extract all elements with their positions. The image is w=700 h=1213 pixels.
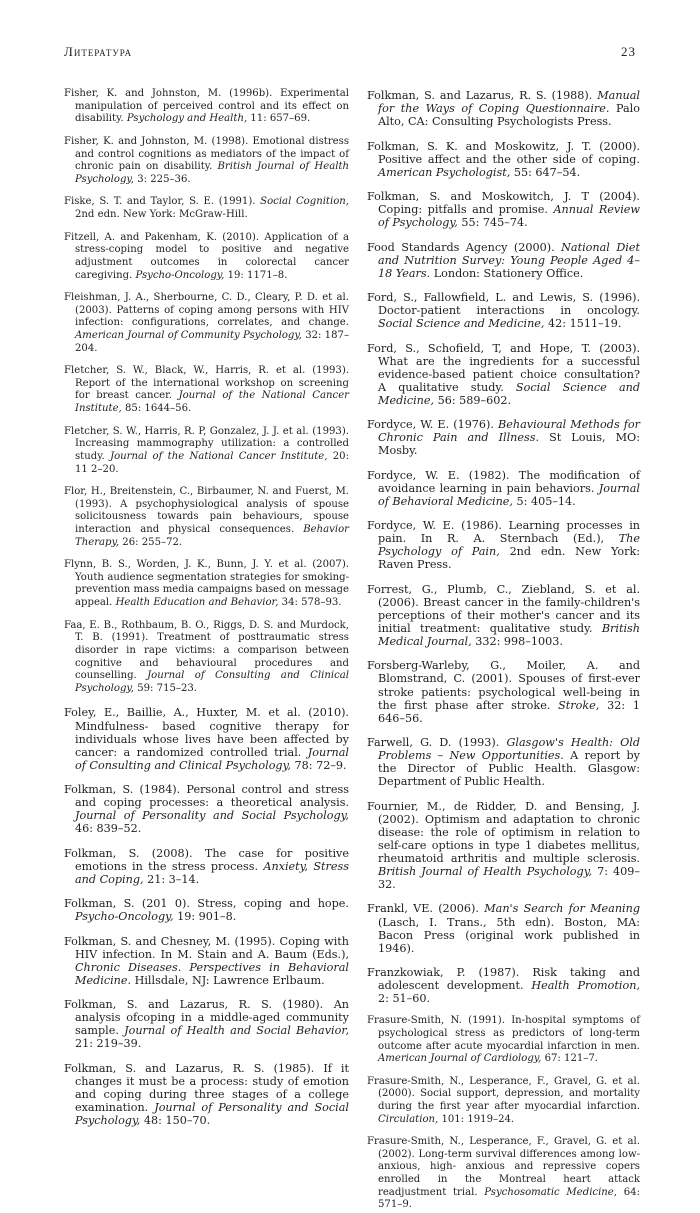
reference-text: Fiske, S. T. and Taylor, S. E. (1991). xyxy=(64,196,261,208)
reference-details: 2: 51–60. xyxy=(378,992,431,1006)
reference-source-title: Man's Search for Meaning xyxy=(484,902,640,916)
reference-details: 5: 405–14. xyxy=(512,494,576,508)
reference-details: Hillsdale, NJ: Lawrence Erlbaum. xyxy=(131,973,325,987)
reference-details: 55: 745–74. xyxy=(457,216,528,230)
reference-text: Food Standards Agency (2000). xyxy=(367,240,562,254)
reference-source-title: Behavior Therapy, xyxy=(75,523,349,548)
reference-details: London: Stationery Office. xyxy=(430,266,584,280)
reference-entry xyxy=(64,706,349,771)
reference-source-title: Journal of the National Cancer Institute, xyxy=(110,450,328,462)
reference-details: Palo Alto, CA: Consulting Psychologists Press. xyxy=(378,102,640,129)
reference-text: Frasure-Smith, N., Lesperance, F., Gravel, G. et al. (2002). Long-term survival differences among low-anxious, high- anxious and repressive copers enrolled in the Montreal heart attack readjustment trial. xyxy=(367,1136,640,1198)
reference-text: Foley, E., Baillie, A., Huxter, M. et al. (2010). Mindfulness- based cognitive therapy for individuals whose lives have been affected by cancer: a randomized controlled trial. xyxy=(64,706,349,759)
reference-details: 56: 589–602. xyxy=(434,393,512,407)
reference-details: 19: 901–8. xyxy=(173,910,237,924)
reference-source-title: Circulation, xyxy=(378,1113,439,1125)
reference-details: 55: 647–54. xyxy=(510,165,581,179)
reference-details: 85: 1644–56. xyxy=(121,403,192,415)
reference-text: Folkman, S. (2008). The case for positive emotions in the stress process. xyxy=(64,846,349,873)
reference-details: 32: 1 646–56. xyxy=(378,698,640,725)
page-number: 23 xyxy=(621,44,636,59)
reference-source-title: British Journal of Health Psychology, xyxy=(378,865,593,879)
reference-entry xyxy=(64,935,349,987)
reference-source-title: Journal of Behavioral Medicine, xyxy=(378,481,640,508)
reference-text: Folkman, S. (1984). Personal control and stress and coping processes: a theoretical analysis. xyxy=(64,783,349,810)
reference-source-title: Social Science and Medicine, xyxy=(378,317,545,331)
reference-source-title: Behavioural Methods for Chronic Pain and Illness. xyxy=(378,418,640,445)
reference-entry xyxy=(64,88,349,126)
reference-source-title: Psycho-Oncology, xyxy=(75,910,174,924)
reference-text: Fletcher, S. W., Harris, R. P, Gonzalez, J. J. et al. (1993). Increasing mammography utilization: a controlled study. xyxy=(64,425,349,462)
reference-text: Fordyce, W. E. (1976). xyxy=(367,418,499,432)
reference-details: 48: 150–70. xyxy=(140,1114,211,1128)
reference-entry xyxy=(367,902,640,954)
reference-text: Fleishman, J. A., Sherbourne, C. D., Cleary, P. D. et al. (2003). Patterns of coping among persons with HIV infection: configurations, correlates, and change. xyxy=(64,292,349,329)
reference-details: 78: 72–9. xyxy=(290,758,347,772)
reference-source-title: Social Science and Medicine, xyxy=(378,380,640,407)
reference-entry xyxy=(64,196,349,221)
reference-entry xyxy=(367,342,640,407)
reference-entry xyxy=(64,998,349,1050)
reference-text: Folkman, S. and Moskowitch, J. T (2004). Coping: pitfalls and promise. xyxy=(367,190,640,217)
reference-source-title: National Diet and Nutrition Survey: Young People Aged 4–18 Years. xyxy=(378,240,640,280)
reference-entry xyxy=(64,426,349,476)
reference-details: 67: 121–7. xyxy=(541,1053,598,1065)
reference-entry xyxy=(367,1136,640,1212)
reference-entry xyxy=(367,89,640,128)
reference-text: Fisher, K. and Johnston, M. (1998). Emotional distress and control cognitions as mediators of the impact of chronic pain on disability. xyxy=(64,135,349,173)
reference-source-title: British Journal of Health Psychology, xyxy=(75,161,350,185)
reference-source-title: Psychosomatic Medicine, xyxy=(484,1186,617,1198)
reference-text: Fitzell, A. and Pakenham, K. (2010). Application of a stress-coping model to positive and negative adjustment outcomes in colorectal cancer caregiving. xyxy=(64,231,349,281)
reference-details: 42: 1511–19. xyxy=(544,317,622,331)
reference-entry xyxy=(367,736,640,788)
reference-details: 7: 409–32. xyxy=(378,865,640,892)
reference-entry xyxy=(367,800,640,892)
reference-source-title: Journal of Consulting and Clinical Psychology, xyxy=(75,670,349,694)
reference-source-title: Manual for the Ways of Coping Questionnaire. xyxy=(378,89,640,116)
reference-details: 34: 578–93. xyxy=(278,597,342,609)
reference-text: Fisher, K. and Johnston, M. (1996b). Experimental manipulation of perceived control and its effect on disability. xyxy=(64,88,349,125)
reference-source-title: Chronic Diseases. Perspectives in Behavioral Medicine. xyxy=(75,960,349,987)
reference-text: Flor, H., Breitenstein, C., Birbaumer, N. and Fuerst, M. (1993). A psychophysiological analysis of spouse solicitousness towards pain behaviours, spouse interaction and physical consequences. xyxy=(64,486,349,535)
reference-text: Frankl, VE. (2006). xyxy=(367,902,485,916)
reference-details: (Lasch, I. Trans., 5th edn). Boston, MA: Bacon Press (original work published in 1946). xyxy=(378,915,640,955)
reference-source-title: American Journal of Community Psychology, xyxy=(75,329,302,341)
reference-column-right xyxy=(367,78,640,1213)
reference-source-title: Psychology and Health, xyxy=(126,113,248,125)
reference-entry xyxy=(64,897,349,923)
reference-entry xyxy=(367,519,640,571)
reference-entry xyxy=(64,1062,349,1127)
reference-entry xyxy=(64,136,349,186)
reference-details: 26: 255–72. xyxy=(119,536,183,548)
reference-text: Fordyce, W. E. (1986). Learning processes in pain. In R. A. Sternbach (Ed.), xyxy=(367,519,640,546)
reference-entry xyxy=(64,486,349,549)
reference-entry xyxy=(64,620,349,696)
reference-details: 3: 225–36. xyxy=(133,173,191,185)
reference-source-title: Journal of Personality and Social Psychology, xyxy=(75,1100,349,1128)
reference-source-title: Health Promotion, xyxy=(531,979,640,993)
reference-source-title: Glasgow's Health: Old Problems – New Opportunities. xyxy=(378,736,640,763)
reference-entry xyxy=(64,365,349,415)
reference-entry xyxy=(367,1015,640,1065)
reference-details: 11: 657–69. xyxy=(247,113,311,125)
reference-source-title: Journal of the National Cancer Institute, xyxy=(75,390,349,415)
reference-details: 59: 715–23. xyxy=(133,682,198,694)
reference-entry xyxy=(367,418,640,457)
reference-text: Folkman, S. (201 0). Stress, coping and hope. xyxy=(64,897,349,911)
reference-source-title: British Medical Journal, xyxy=(378,621,640,649)
reference-source-title: The Psychology of Pain, xyxy=(378,532,640,559)
reference-entry xyxy=(367,291,640,330)
reference-text: Faa, E. B., Rothbaum, B. O., Riggs, D. S. and Murdock, T. B. (1991). Treatment of posttraumatic stress disorder in rape victims: a comparison between cognitive and behavioural procedures and counselling. xyxy=(64,619,349,682)
reference-entry xyxy=(64,292,349,355)
reference-entry xyxy=(367,241,640,280)
reference-source-title: Social Cognition, xyxy=(260,196,350,208)
reference-column-left xyxy=(64,78,349,1128)
reference-source-title: Journal of Consulting and Clinical Psychology, xyxy=(75,745,349,772)
reference-text: Folkman, S. and Lazarus, R. S. (1980). An analysis ofcoping in a middle-aged community sample. xyxy=(64,998,349,1038)
reference-details: 2nd edn. New York: McGraw-Hill. xyxy=(75,209,248,221)
reference-text: Ford, S., Schofield, T, and Hope, T. (2003). What are the ingredients for a successful evidence-based patient choice consultation? A qualitative study. xyxy=(367,341,640,394)
reference-source-title: Anxiety, Stress and Coping, xyxy=(75,859,349,886)
reference-entry xyxy=(367,140,640,179)
reference-entry xyxy=(367,966,640,1005)
reference-source-title: American Psychologist, xyxy=(378,165,511,179)
reference-source-title: Annual Review of Psychology, xyxy=(378,203,641,230)
reference-text: Forrest, G., Plumb, C., Ziebland, S. et al. (2006). Breast cancer in the family-children's perceptions of their mother's cancer and its initial treatment: qualitative study. xyxy=(367,582,640,635)
reference-entry xyxy=(367,659,640,724)
running-header xyxy=(64,44,636,64)
reference-details: 2nd edn. New York: Raven Press. xyxy=(378,545,640,572)
reference-text: Folkman, S. and Chesney, M. (1995). Coping with HIV infection. In M. Stain and A. Baum (Eds.), xyxy=(64,934,349,961)
reference-source-title: Journal of Health and Social Behavior, xyxy=(124,1024,349,1038)
reference-text: Fletcher, S. W., Black, W., Harris, R. et al. (1993). Report of the international workshop on screening for breast cancer. xyxy=(64,365,349,402)
reference-text: Frasure-Smith, N. (1991). In-hospital symptoms of psychological stress as predictors of long-term outcome after acute myocardial infarction in men. xyxy=(367,1015,640,1052)
reference-details: 20: 11 2–20. xyxy=(75,450,349,475)
reference-entry xyxy=(367,1076,640,1126)
reference-details: 64: 571–9. xyxy=(378,1186,640,1211)
reference-text: Folkman, S. and Lazarus, R. S. (1985). If it changes it must be a process: study of emotion and coping during three stages of a college examination. xyxy=(64,1061,349,1114)
reference-details: 332: 998–1003. xyxy=(471,635,563,649)
reference-details: 46: 839–52. xyxy=(75,822,142,836)
reference-text: Frasure-Smith, N., Lesperance, F., Gravel, G. et al. (2000). Social support, depression, and mortality during the first year after myocardial infarction. xyxy=(367,1075,640,1112)
reference-details: 21: 219–39. xyxy=(75,1037,142,1051)
reference-text: Flynn, B. S., Worden, J. K., Bunn, J. Y. et al. (2007). Youth audience segmentation strategies for smoking-prevention mass media campaigns based on message appeal. xyxy=(64,559,349,609)
reference-source-title: Health Education and Behavior, xyxy=(115,597,279,609)
reference-entry xyxy=(64,559,349,609)
reference-entry xyxy=(64,783,349,835)
reference-text: Farwell, G. D. (1993). xyxy=(367,736,507,749)
reference-source-title: American Journal of Cardiology, xyxy=(378,1053,542,1065)
running-title: Литература xyxy=(64,44,133,59)
reference-entry xyxy=(367,583,640,648)
reference-entry xyxy=(367,469,640,508)
reference-source-title: Psycho-Oncology, xyxy=(135,269,225,281)
reference-details: 101: 1919–24. xyxy=(438,1113,515,1125)
reference-details: 21: 3–14. xyxy=(143,872,200,886)
reference-text: Fordyce, W. E. (1982). The modification of avoidance learning in pain behaviors. xyxy=(367,468,640,495)
reference-entry xyxy=(64,847,349,886)
reference-details: 19: 1171–8. xyxy=(224,269,288,281)
reference-text: Folkman, S. K. and Moskowitz, J. T. (2000). Positive affect and the other side of coping. xyxy=(367,139,640,166)
reference-entry xyxy=(64,232,349,282)
reference-text: Fournier, M., de Ridder, D. and Bensing, J. (2002). Optimism and adaptation to chronic disease: the role of optimism in relation to self-care options in type 1 diabetes mellitus, rheumatoid arthritis and multiple sclerosis. xyxy=(367,799,640,865)
reference-entry xyxy=(367,190,640,229)
reference-details: St Louis, MO: Mosby. xyxy=(378,431,640,458)
reference-source-title: Journal of Personality and Social Psychology, xyxy=(75,809,349,823)
reference-source-title: Stroke, xyxy=(558,698,600,712)
reference-text: Folkman, S. and Lazarus, R. S. (1988). xyxy=(367,89,598,103)
reference-details: A report by the Director of Public Health. Glasgow: Department of Public Health. xyxy=(378,749,640,789)
reference-text: Forsberg-Warleby, G., Moiler, A. and Blomstrand, C. (2001). Spouses of first-ever stroke patients: psychological well-being in the first phase after stroke. xyxy=(367,659,640,712)
reference-details: 32: 187–204. xyxy=(75,329,349,354)
reference-text: Ford, S., Fallowfield, L. and Lewis, S. (1996). Doctor-patient interactions in oncology. xyxy=(367,291,640,318)
reference-text: Franzkowiak, P. (1987). Risk taking and adolescent development. xyxy=(367,965,640,993)
